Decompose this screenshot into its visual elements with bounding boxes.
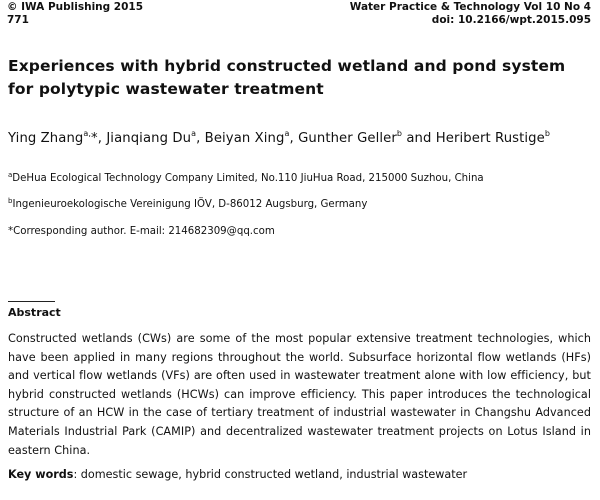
page-number: 771 <box>7 14 29 26</box>
author-list <box>8 130 550 148</box>
keywords-label: Key words <box>8 468 74 481</box>
keywords-colon: : <box>73 468 78 481</box>
author-name: Beiyan Xing <box>204 131 285 146</box>
author-separator: and <box>402 131 436 146</box>
doi-line: doi: 10.2166/wpt.2015.095 <box>431 14 591 26</box>
author-name: Gunther Geller <box>298 131 397 146</box>
affiliation-a <box>8 172 484 186</box>
journal-citation: Water Practice & Technology Vol 10 No 4 <box>349 1 591 13</box>
abstract-divider <box>8 301 55 302</box>
copyright-line: © IWA Publishing 2015 <box>7 1 144 13</box>
affiliation-b-text: Ingenieuroekologische Vereinigung IÖV, D-86012 Augsburg, Germany <box>12 199 368 210</box>
affiliation-a-text: DeHua Ecological Technology Company Limited, No.110 JiuHua Road, 215000 Suzhou, China <box>12 173 484 184</box>
author-affiliation-mark: b <box>544 129 551 138</box>
author-name: Ying Zhang <box>8 131 84 146</box>
keywords-line <box>8 468 467 482</box>
abstract-text: Constructed wetlands (CWs) are some of the most popular extensive treatment technologies, which have been applied in many regions throughout the world. Subsurface horizontal flow wetlands (HFs) and vertical flow wetlands (VFs) are often used in wastewater treatment alone with low efficiency, but hybrid constructed wetlands (HCWs) can improve efficiency. This paper introduces the technological structure of an HCW in the case of tertiary treatment of industrial wastewater in Changshu Advanced Materials Industrial Park (CAMIP) and decentralized wastewater treatment projects on Lotus Island in eastern China. <box>8 332 591 457</box>
author-affiliation-mark: a <box>284 129 290 138</box>
journal-header-left <box>7 1 143 27</box>
author-affiliation-mark: a <box>191 129 197 138</box>
corresponding-author: *Corresponding author. E-mail: 214682309@qq.com <box>8 226 275 237</box>
keywords-text: domestic sewage, hybrid constructed wetland, industrial wastewater <box>77 468 468 481</box>
affiliation-mark-b: b <box>8 197 13 205</box>
author-name: Heribert Rustige <box>435 131 545 146</box>
journal-header-right <box>350 1 591 27</box>
affiliation-mark-a: a <box>8 171 13 179</box>
author-affiliation-mark: a, <box>83 129 92 138</box>
author-affiliation-mark: b <box>396 129 403 138</box>
affiliation-b <box>8 198 367 212</box>
author-separator: *, <box>91 131 107 146</box>
author-separator: , <box>196 131 205 146</box>
author-name: Jianqiang Du <box>106 131 192 146</box>
paper-title: Experiences with hybrid constructed wetland and pond system for polytypic wastewater treatment <box>8 57 566 98</box>
author-separator: , <box>289 131 299 146</box>
abstract-heading: Abstract <box>8 306 61 319</box>
